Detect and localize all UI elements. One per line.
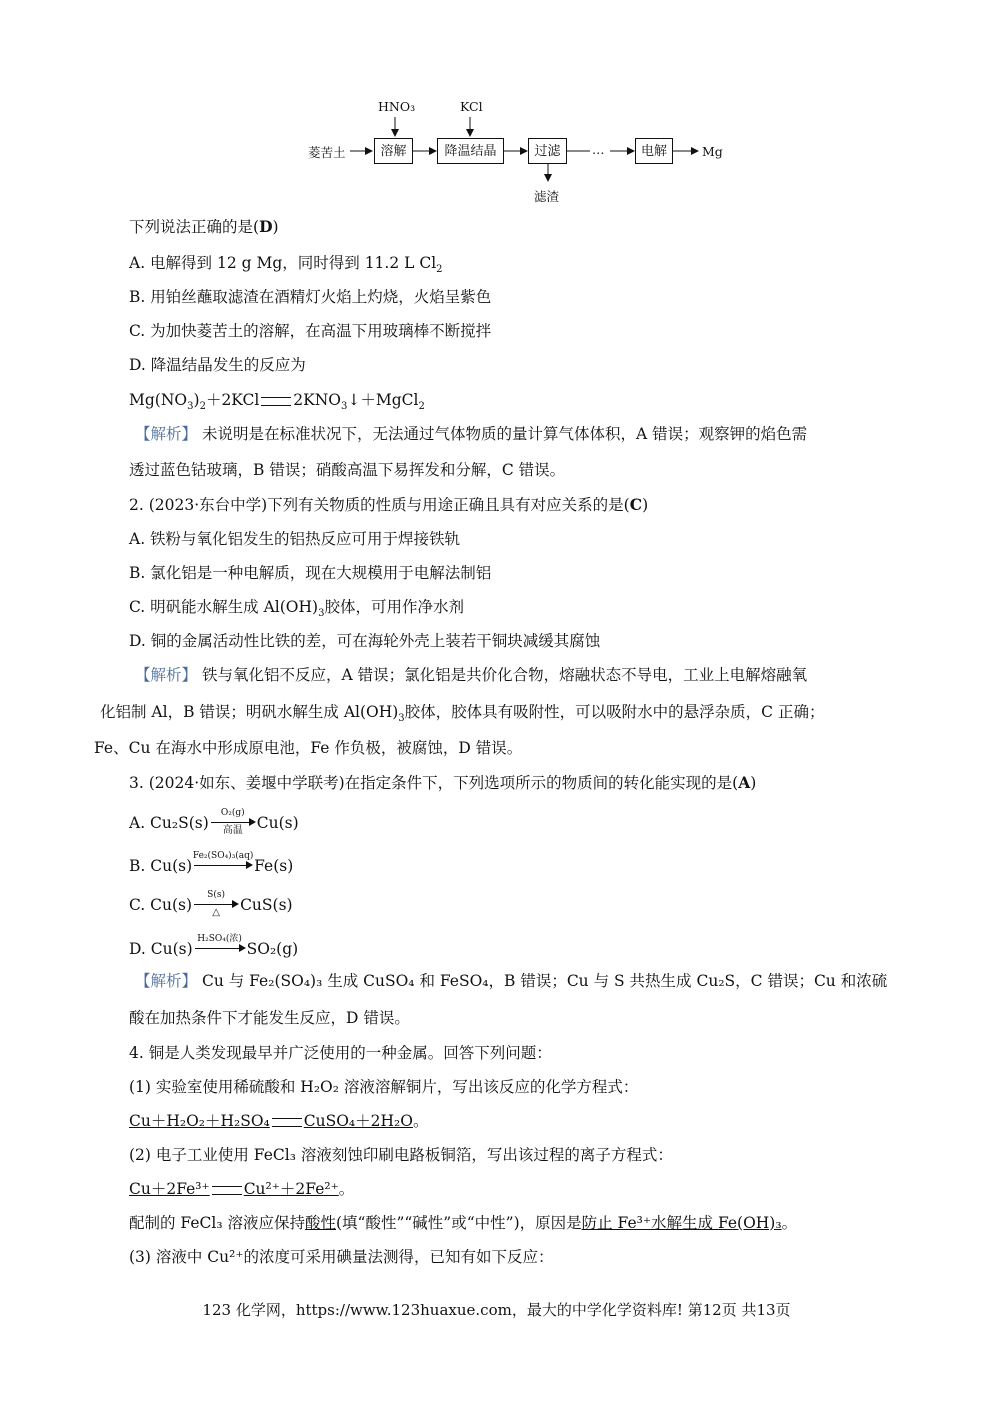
q1-analysis-line2: 透过蓝色钴玻璃，B 错误；硝酸高温下易挥发和分解，C 错误。 [129, 461, 566, 479]
flow-box-filter: 过滤 [528, 138, 567, 164]
answer-acidic: 酸性 [304, 1214, 336, 1232]
reaction-arrow: O₂(g) 高温 [209, 815, 257, 833]
analysis-tag: 【解析】 [135, 972, 198, 990]
equals-sign [261, 397, 291, 406]
reaction-arrow: S(s) △ [192, 897, 240, 915]
q1-equation: $Mg(NO_3)_2+2KCl$ $2KNO_3↓+MgCl_2$ [129, 391, 425, 413]
flow-reagent-hno3: HNO₃ [378, 99, 416, 114]
q3-option-b: B. Cu(s) Fe₂(SO₄)₃(aq) Fe(s) [129, 851, 294, 875]
q2-analysis-line3: Fe、Cu 在海水中形成原电池，Fe 作负极，被腐蚀，D 错误。 [94, 739, 523, 757]
equals-sign [212, 1186, 242, 1195]
analysis-tag: 【解析】 [135, 425, 198, 443]
q3-analysis-line2: 酸在加热条件下才能发生反应，D 错误。 [129, 1009, 410, 1027]
q1-option-d: D. 降温结晶发生的反应为 [129, 356, 306, 374]
reaction-arrow: H₂SO₄(浓) [193, 941, 247, 959]
q4-part1-answer: Cu＋H₂O₂＋H₂SO₄ CuSO₄＋2H₂O。 [129, 1112, 429, 1130]
q4-stem: 4. 铜是人类发现最早并广泛使用的一种金属。回答下列问题： [129, 1044, 552, 1062]
flow-reagent-kcl: KCl [460, 99, 483, 114]
q1-option-b: B. 用铂丝蘸取滤渣在酒精灯火焰上灼烧，火焰呈紫色 [129, 288, 492, 306]
q2-option-d: D. 铜的金属活动性比铁的差，可在海轮外壳上装若干铜块减缓其腐蚀 [129, 632, 601, 650]
q2-stem: 2. (2023·东台中学)下列有关物质的性质与用途正确且具有对应关系的是(C) [129, 495, 649, 514]
q2-analysis-line2: 化铝制 Al，B 错误；明矾水解生成 $Al(OH)_3$胶体，胶体具有吸附性，可以吸附水中的悬浮杂质，C 正确； [100, 703, 825, 725]
q4-part1: (1) 实验室使用稀硫酸和 H₂O₂ 溶液溶解铜片，写出该反应的化学方程式： [129, 1078, 639, 1096]
q1-answer: D [259, 217, 273, 236]
reaction-arrow: Fe₂(SO₄)₃(aq) [192, 858, 254, 876]
q2-option-c: C. 明矾能水解生成 $Al(OH)_3$胶体，可用作净水剂 [129, 598, 464, 620]
q1-option-a: A. 电解得到 12 g Mg，同时得到 11.2 L $Cl_2$ [129, 254, 443, 276]
analysis-tag: 【解析】 [135, 666, 198, 684]
flow-box-dissolve: 溶解 [374, 138, 413, 164]
q4-part2-followup: 配制的 FeCl₃ 溶液应保持酸性(填“酸性”“碱性”或“中性”)，原因是防止 Fe³⁺水解生成 Fe(OH)₃。 [129, 1214, 798, 1232]
flow-product-mg: Mg [702, 144, 723, 159]
q3-analysis-line1: 【解析】 Cu 与 Fe₂(SO₄)₃ 生成 CuSO₄ 和 FeSO₄，B 错误；Cu 与 S 共热生成 Cu₂S，C 错误；Cu 和浓硫 [135, 972, 888, 990]
flow-residue-label: 滤渣 [534, 189, 560, 204]
q1-option-c: C. 为加快菱苦土的溶解，在高温下用玻璃棒不断搅拌 [129, 322, 492, 340]
process-flowchart [300, 95, 740, 210]
flowchart-arrows [300, 95, 740, 210]
q4-part2-answer: Cu＋2Fe³⁺ Cu²⁺＋2Fe²⁺。 [129, 1180, 355, 1198]
page-footer: 123 化学网，https://www.123huaxue.com，最大的中学化学资料库! 第12页 共13页 [202, 1301, 791, 1319]
flow-ellipsis: … [592, 142, 605, 157]
q2-analysis-line1: 【解析】 铁与氧化铝不反应，A 错误；氯化铝是共价化合物，熔融状态不导电，工业上电解熔融氧 [135, 666, 808, 684]
flow-start-label: 菱苦土 [308, 145, 346, 160]
q4-part2: (2) 电子工业使用 FeCl₃ 溶液刻蚀印刷电路板铜箔，写出该过程的离子方程式： [129, 1146, 673, 1164]
q2-option-a: A. 铁粉与氧化铝发生的铝热反应可用于焊接铁轨 [129, 530, 461, 548]
q3-stem: 3. (2024·如东、姜堰中学联考)在指定条件下，下列选项所示的物质间的转化能实现的是(A) [129, 773, 757, 792]
q1-stem: 下列说法正确的是(D) [129, 217, 279, 236]
flow-box-electrolysis: 电解 [635, 138, 673, 164]
q3-option-d: D. Cu(s) H₂SO₄(浓) SO₂(g) [129, 934, 299, 958]
q4-part3: (3) 溶液中 Cu²⁺的浓度可采用碘量法测得，已知有如下反应： [129, 1248, 554, 1266]
flow-box-crystallize: 降温结晶 [437, 138, 504, 164]
q2-answer: C [629, 495, 643, 514]
q3-option-c: C. Cu(s) S(s) △ CuS(s) [129, 890, 293, 918]
q3-answer: A [738, 773, 751, 792]
q2-option-b: B. 氯化铝是一种电解质，现在大规模用于电解法制铝 [129, 564, 492, 582]
equals-sign [272, 1118, 302, 1127]
q3-option-a: A. Cu₂S(s) O₂(g) 高温 Cu(s) [129, 808, 299, 836]
q1-analysis-line1: 【解析】 未说明是在标准状况下，无法通过气体物质的量计算气体体积，A 错误；观察钾的焰色需 [135, 425, 808, 443]
answer-reason: 防止 Fe³⁺水解生成 Fe(OH)₃ [581, 1214, 782, 1232]
